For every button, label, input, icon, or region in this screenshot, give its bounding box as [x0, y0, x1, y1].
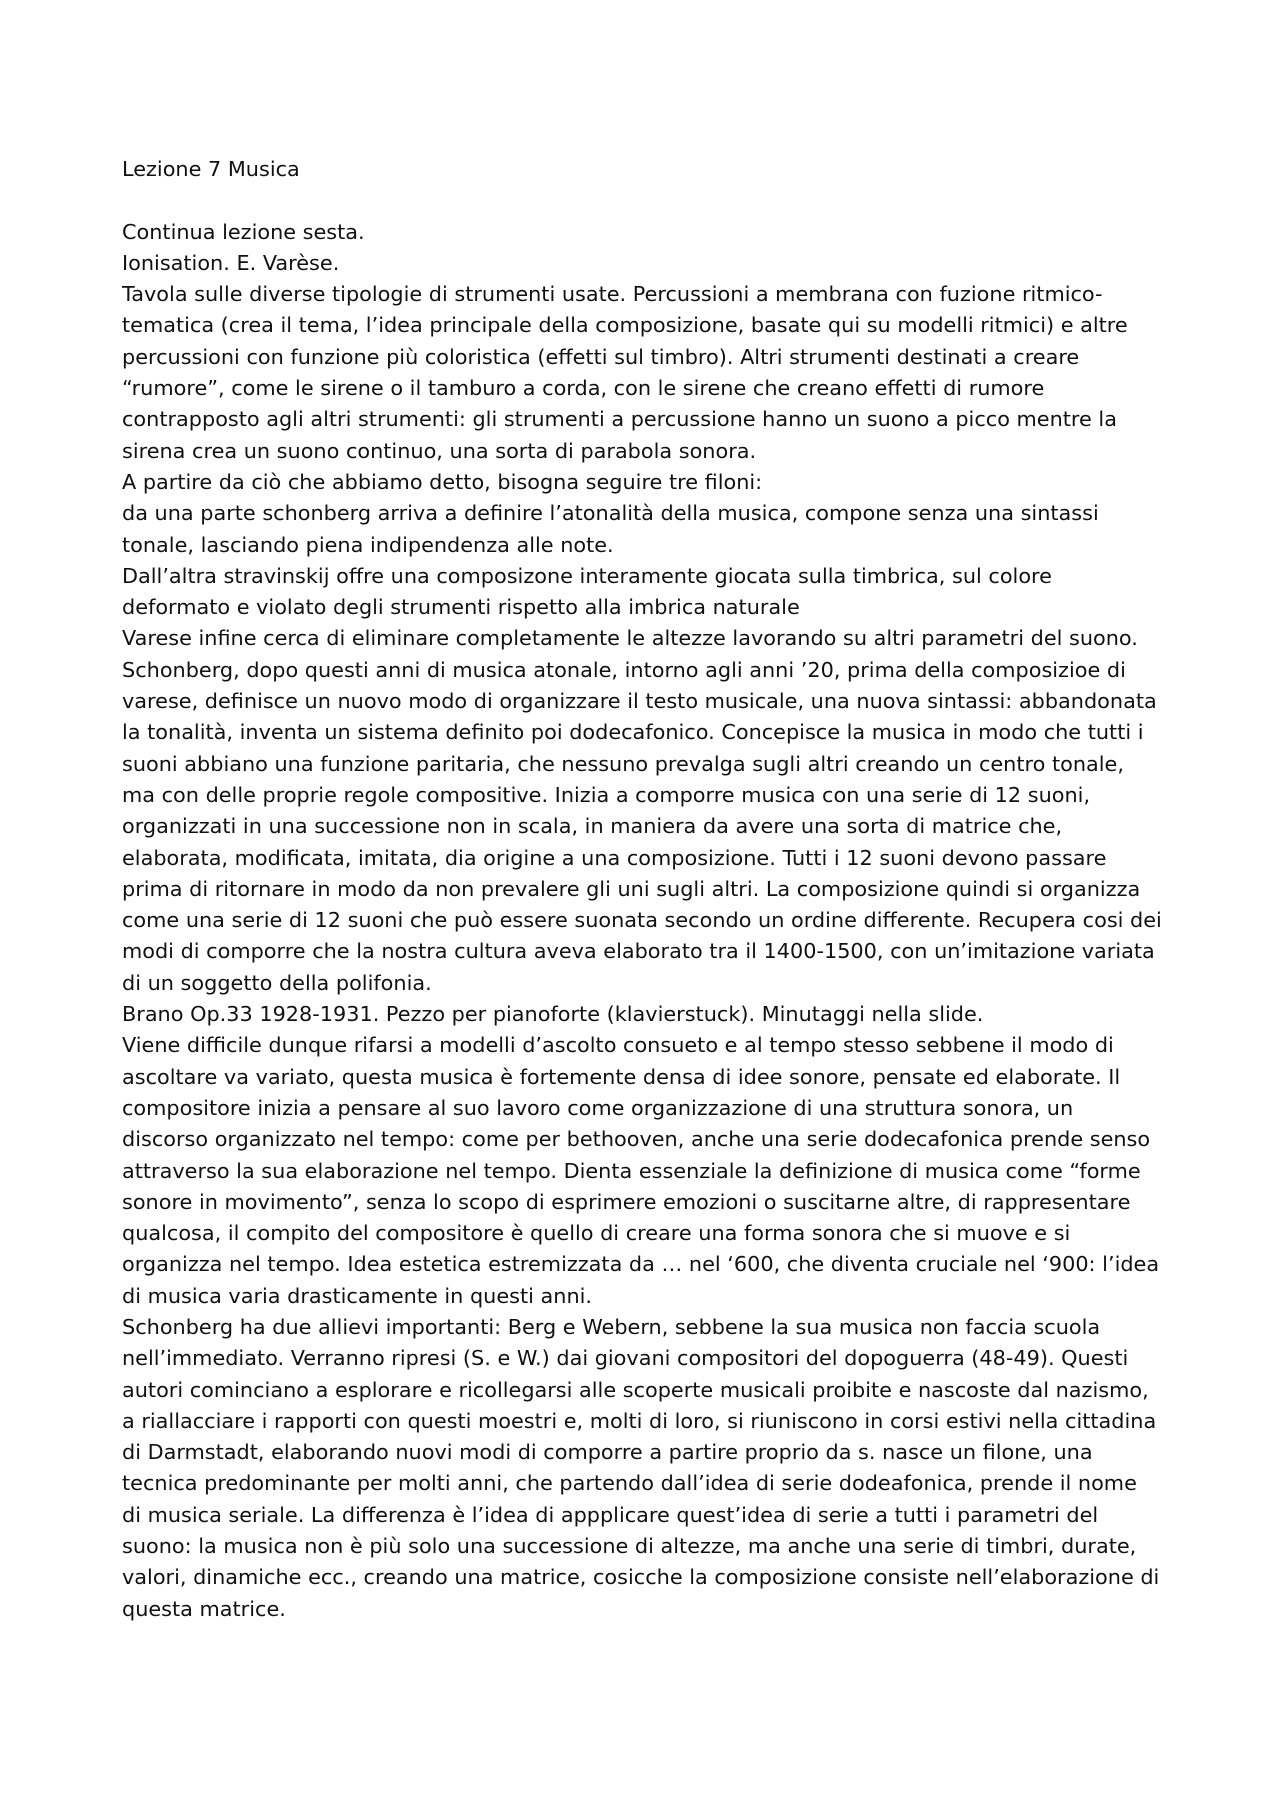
paragraph: Ionisation. E. Varèse.: [122, 250, 340, 275]
paragraph: Schonberg ha due allievi importanti: Berg e Webern, sebbene la sua musica non faccia scuola nell’immediato. Verranno ripresi (S. e W.) dai giovani compositori del dopoguerra (48-49). Questi autori cominciano a esplorare e ricollegarsi alle scoperte musicali proibite e nascoste dal nazismo, a riallacciare i rapporti con questi moestri e, molti di loro, si riuniscono in corsi estivi nella cittadina di Darmstadt, elaborando nuovi modi di comporre a partire proprio da s. nasce un filone, una tecnica predominante per molti anni, che partendo dall’idea di serie dodeafonica, prende il nome di musica seriale. La differenza è l’idea di appplicare quest’idea di serie a tutti i parametri del suono: la musica non è più solo una successione di altezze, ma anche una serie di timbri, durate, valori, dinamiche ecc., creando una matrice, cosicche la composizione consiste nell’elaborazione di questa matrice.: [122, 1314, 1160, 1621]
paragraph: Tavola sulle diverse tipologie di strumenti usate. Percussioni a membrana con fuzione ritmico-tematica (crea il tema, l’idea principale della composizione, basate qui su modelli ritmici) e altre percussioni con funzione più coloristica (effetti sul timbro). Altri strumenti destinati a creare “rumore”, come le sirene o il tamburo a corda, con le sirene che creano effetti di rumore contrapposto agli altri strumenti: gli strumenti a percussione hanno un suono a picco mentre la sirena crea un suono continuo, una sorta di parabola sonora.: [122, 282, 1128, 463]
paragraph: Dall’altra stravinskij offre una composizone interamente giocata sulla timbrica, sul colore deformato e violato degli strumenti rispetto alla imbrica naturale: [122, 563, 1052, 620]
paragraph: Schonberg, dopo questi anni di musica atonale, intorno agli anni ’20, prima della composizioe di varese, definisce un nuovo modo di organizzare il testo musicale, una nuova sintassi: abbandonata la tonalità, inventa un sistema definito poi dodecafonico. Concepisce la musica in modo che tutti i suoni abbiano una funzione paritaria, che nessuno prevalga sugli altri creando un centro tonale, ma con delle proprie regole compositive. Inizia a comporre musica con una serie di 12 suoni, organizzati in una successione non in scala, in maniera da avere una sorta di matrice che, elaborata, modificata, imitata, dia origine a una composizione. Tutti i 12 suoni devono passare prima di ritornare in modo da non prevalere gli uni sugli altri. La composizione quindi si organizza come una serie di 12 suoni che può essere suonata secondo un ordine differente. Recupera cosi dei modi di comporre che la nostra cultura aveva elaborato tra il 1400-1500, con un’imitazione variata di un soggetto della polifonia.: [122, 657, 1162, 995]
paragraph: Brano Op.33 1928-1931. Pezzo per pianoforte (klavierstuck). Minutaggi nella slide.: [122, 1002, 984, 1027]
paragraph: Varese infine cerca di eliminare completamente le altezze lavorando su altri parametri del suono.: [122, 626, 1138, 651]
paragraph: Viene difficile dunque rifarsi a modelli d’ascolto consueto e al tempo stesso sebbene il modo di ascoltare va variato, questa musica è fortemente densa di idee sonore, pensate ed elaborate. Il compositore inizia a pensare al suo lavoro come organizzazione di una struttura sonora, un discorso organizzato nel tempo: come per bethooven, anche una serie dodecafonica prende senso attraverso la sua elaborazione nel tempo. Dienta essenziale la definizione di musica come “forme sonore in movimento”, senza lo scopo di esprimere emozioni o suscitarne altre, di rappresentare qualcosa, il compito del compositore è quello di creare una forma sonora che si muove e si organizza nel tempo. Idea estetica estremizzata da … nel ‘600, che diventa cruciale nel ‘900: l’idea di musica varia drasticamente in questi anni.: [122, 1033, 1160, 1308]
paragraph: A partire da ciò che abbiamo detto, bisogna seguire tre filoni:: [122, 469, 763, 494]
paragraph: da una parte schonberg arriva a definire l’atonalità della musica, compone senza una sintassi tonale, lasciando piena indipendenza alle note.: [122, 501, 1099, 557]
paragraph: Continua lezione sesta.: [122, 219, 365, 244]
document-body: [122, 154, 1162, 1625]
document-title: Lezione 7 Musica: [122, 157, 300, 181]
